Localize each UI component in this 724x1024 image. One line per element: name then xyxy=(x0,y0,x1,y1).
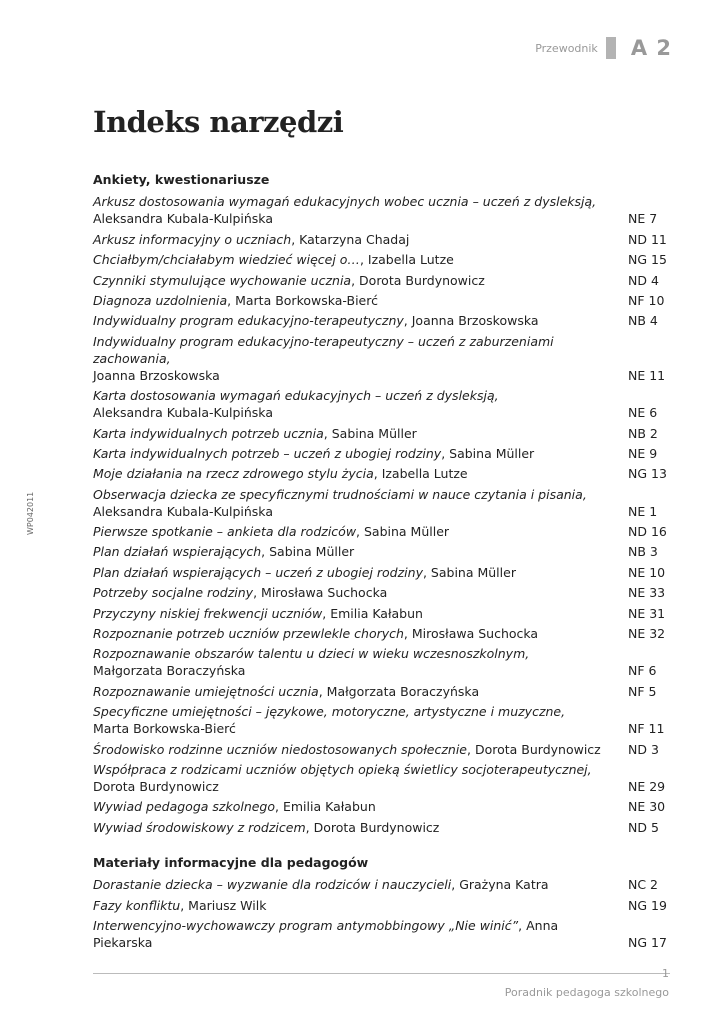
entry-author: Dorota Burdynowicz xyxy=(474,741,601,757)
entry-code: ND 11 xyxy=(628,231,667,247)
entry-code: ND 4 xyxy=(628,272,659,288)
entry-title: Indywidualny program edukacyjno-terapeutyczny xyxy=(93,313,404,329)
entry-code: NF 10 xyxy=(628,292,665,308)
entry-text: Plan działań wspierających, Sabina Müller xyxy=(93,544,355,560)
entry-text xyxy=(93,193,628,227)
index-entry xyxy=(93,897,673,914)
entry-code: NE 29 xyxy=(628,778,666,794)
entry-author: Izabella Lutze xyxy=(367,252,454,268)
entry-title: Przyczyny niskiej frekwencji uczniów xyxy=(93,605,323,621)
section-code: A 2 xyxy=(630,36,672,60)
entry-title: Karta indywidualnych potrzeb ucznia xyxy=(93,425,324,441)
entry-code: NE 10 xyxy=(628,564,666,580)
entry-title: Rozpoznawanie umiejętności ucznia xyxy=(93,683,319,699)
entry-author: Sabina Müller xyxy=(364,524,450,540)
entry-text: Indywidualny program edukacyjno-terapeutyczny, Joanna Brzoskowska xyxy=(93,313,539,329)
entry-author: Małgorzata Boraczyńska xyxy=(93,663,246,679)
entry-code: NC 2 xyxy=(628,877,659,893)
entry-text: Interwencyjno-wychowawczy program antymobbingowy „Nie winić”, Anna Piekarska xyxy=(93,917,559,950)
index-entry xyxy=(93,819,673,836)
index-entry xyxy=(93,917,673,951)
entry-title: Plan działań wspierających xyxy=(93,544,262,560)
entry-author: Marta Borkowska-Bierć xyxy=(235,292,378,308)
entry-author: Izabella Lutze xyxy=(381,466,468,482)
entry-title: Karta dostosowania wymagań edukacyjnych – uczeń z dysleksją, xyxy=(93,388,499,404)
entry-code: NE 6 xyxy=(628,405,658,421)
entry-text: Plan działań wspierających – uczeń z ubogiej rodziny, Sabina Müller xyxy=(93,564,516,580)
entry-title: Moje działania na rzecz zdrowego stylu życia xyxy=(93,466,374,482)
entry-text xyxy=(93,387,628,421)
index-entry xyxy=(93,876,673,893)
entry-text xyxy=(93,761,628,795)
entry-code: NE 7 xyxy=(628,211,658,227)
entry-code: NG 19 xyxy=(628,897,667,913)
entry-title: Indywidualny program edukacyjno-terapeutyczny – uczeń z zaburzeniami zachowania, xyxy=(93,333,554,366)
entry-author: Aleksandra Kubala-Kulpińska xyxy=(93,405,273,421)
page-header xyxy=(535,36,672,60)
entry-text: Fazy konfliktu, Mariusz Wilk xyxy=(93,897,267,913)
entry-author: Emilia Kałabun xyxy=(330,605,423,621)
entry-title: Wywiad pedagoga szkolnego xyxy=(93,799,276,815)
entry-author: Dorota Burdynowicz xyxy=(93,778,219,794)
entry-title: Specyficzne umiejętności – językowe, motoryczne, artystyczne i muzyczne, xyxy=(93,704,566,720)
entry-code: ND 5 xyxy=(628,819,659,835)
index-entry xyxy=(93,523,673,540)
entry-code: NE 9 xyxy=(628,445,658,461)
footer-divider xyxy=(93,973,670,974)
index-entry xyxy=(93,564,673,581)
entry-title: Pierwsze spotkanie – ankieta dla rodziców xyxy=(93,524,357,540)
entry-text: Arkusz informacyjny o uczniach, Katarzyna Chadaj xyxy=(93,231,410,247)
index-entry xyxy=(93,683,673,700)
entry-author: Joanna Brzoskowska xyxy=(411,313,539,329)
entry-text: Chciałbym/chciałabym wiedzieć więcej o…, Izabella Lutze xyxy=(93,252,454,268)
entry-title: Potrzeby socjalne rodziny xyxy=(93,585,254,601)
index-entry xyxy=(93,465,673,482)
entry-title: Fazy konfliktu xyxy=(93,897,181,913)
entry-title: Diagnoza uzdolnienia xyxy=(93,292,228,308)
entry-text: Potrzeby socjalne rodziny, Mirosława Suchocka xyxy=(93,585,388,601)
entry-code: NE 1 xyxy=(628,503,658,519)
entry-title: Interwencyjno-wychowawczy program antymobbingowy „Nie winić” xyxy=(93,917,519,933)
entry-text: Rozpoznanie potrzeb uczniów przewlekle chorych, Mirosława Suchocka xyxy=(93,626,539,642)
entry-author: Mirosława Suchocka xyxy=(411,626,539,642)
index-entry xyxy=(93,605,673,622)
entry-text: Wywiad pedagoga szkolnego, Emilia Kałabun xyxy=(93,799,376,815)
index-entry xyxy=(93,445,673,462)
entry-title: Chciałbym/chciałabym wiedzieć więcej o… xyxy=(93,252,360,268)
entry-author: Sabina Müller xyxy=(430,564,516,580)
entry-author: Marta Borkowska-Bierć xyxy=(93,721,236,737)
entry-text xyxy=(93,703,628,737)
entry-code: NF 6 xyxy=(628,663,657,679)
page-number: 1 xyxy=(662,967,669,980)
entry-code: NG 15 xyxy=(628,252,667,268)
index-entry xyxy=(93,625,673,642)
entry-code: NG 17 xyxy=(628,934,667,950)
index-entry xyxy=(93,798,673,815)
entry-text xyxy=(93,645,628,679)
index-entry xyxy=(93,312,673,329)
entry-author: Aleksandra Kubala-Kulpińska xyxy=(93,211,273,227)
entry-text: Rozpoznawanie umiejętności ucznia, Małgorzata Boraczyńska xyxy=(93,683,480,699)
entry-author: Dorota Burdynowicz xyxy=(313,819,440,835)
entry-author: Emilia Kałabun xyxy=(282,799,376,815)
index-entry xyxy=(93,292,673,309)
index-section xyxy=(93,853,673,951)
entry-text: Przyczyny niskiej frekwencji uczniów, Emilia Kałabun xyxy=(93,605,423,621)
entry-author: Dorota Burdynowicz xyxy=(359,272,485,288)
entry-author: Małgorzata Boraczyńska xyxy=(326,683,480,699)
publication-title: Poradnik pedagoga szkolnego xyxy=(504,986,669,999)
entry-author: Sabina Müller xyxy=(269,544,355,560)
entry-code: NE 11 xyxy=(628,367,666,383)
index-section xyxy=(93,170,673,836)
index-entry xyxy=(93,425,673,442)
entry-author: Joanna Brzoskowska xyxy=(93,367,220,383)
index-entry xyxy=(93,645,673,679)
entry-title: Dorastanie dziecka – wyzwanie dla rodziców i nauczycieli xyxy=(93,877,452,893)
entry-author: Grażyna Katra xyxy=(459,877,549,893)
entry-code: NB 3 xyxy=(628,544,658,560)
entry-text: Wywiad środowiskowy z rodzicem, Dorota Burdynowicz xyxy=(93,819,440,835)
entry-title: Rozpoznawanie obszarów talentu u dzieci w wieku wczesnoszkolnym, xyxy=(93,646,530,662)
index-entry xyxy=(93,333,673,384)
section-name: Przewodnik xyxy=(535,41,598,55)
entry-title: Środowisko rodzinne uczniów niedostosowanych społecznie xyxy=(93,741,467,757)
entry-title: Arkusz informacyjny o uczniach xyxy=(93,231,292,247)
entry-code: NE 31 xyxy=(628,605,666,621)
index-entry xyxy=(93,387,673,421)
index-entry xyxy=(93,251,673,268)
entry-title: Współpraca z rodzicami uczniów objętych opieką świetlicy socjoterapeutycznej, xyxy=(93,761,592,777)
entry-text: Diagnoza uzdolnienia, Marta Borkowska-Bierć xyxy=(93,292,378,308)
page-title: Indeks narzędzi xyxy=(93,105,344,139)
entry-author: Sabina Müller xyxy=(331,425,417,441)
entry-text xyxy=(93,333,628,384)
entry-text xyxy=(93,486,628,520)
entry-code: ND 3 xyxy=(628,741,659,757)
entry-code: NB 2 xyxy=(628,425,658,441)
entry-author: Sabina Müller xyxy=(449,445,535,461)
entry-text: Czynniki stymulujące wychowanie ucznia, Dorota Burdynowicz xyxy=(93,272,485,288)
index-entry xyxy=(93,231,673,248)
index-entry xyxy=(93,761,673,795)
index-entry xyxy=(93,272,673,289)
entry-code: ND 16 xyxy=(628,524,667,540)
entry-code: NF 5 xyxy=(628,683,657,699)
index-entry xyxy=(93,193,673,227)
entry-text: Pierwsze spotkanie – ankieta dla rodziców, Sabina Müller xyxy=(93,524,450,540)
index-content xyxy=(93,170,673,951)
entry-text: Karta indywidualnych potrzeb ucznia, Sabina Müller xyxy=(93,425,417,441)
index-entry xyxy=(93,584,673,601)
entry-text: Karta indywidualnych potrzeb – uczeń z ubogiej rodziny, Sabina Müller xyxy=(93,445,535,461)
index-entry xyxy=(93,486,673,520)
entry-code: NE 30 xyxy=(628,799,666,815)
entry-code: NF 11 xyxy=(628,721,665,737)
entry-text: Środowisko rodzinne uczniów niedostosowanych społecznie, Dorota Burdynowicz xyxy=(93,741,601,757)
entry-code: NG 13 xyxy=(628,466,667,482)
section-heading: Ankiety, kwestionariusze xyxy=(93,172,270,187)
entry-title: Obserwacja dziecka ze specyficznymi trudnościami w nauce czytania i pisania, xyxy=(93,486,587,502)
entry-title: Czynniki stymulujące wychowanie ucznia xyxy=(93,272,352,288)
entry-text: Moje działania na rzecz zdrowego stylu życia, Izabella Lutze xyxy=(93,466,468,482)
entry-code: NE 33 xyxy=(628,585,666,601)
side-code: WP042011 xyxy=(26,491,35,535)
entry-author: Anna Piekarska xyxy=(93,917,559,950)
entry-title: Wywiad środowiskowy z rodzicem xyxy=(93,819,306,835)
header-bar xyxy=(606,37,616,59)
entry-author: Mirosława Suchocka xyxy=(261,585,388,601)
index-entry xyxy=(93,703,673,737)
entry-code: NB 4 xyxy=(628,313,658,329)
index-entry xyxy=(93,543,673,560)
entry-author: Aleksandra Kubala-Kulpińska xyxy=(93,503,273,519)
entry-title: Plan działań wspierających – uczeń z ubogiej rodziny xyxy=(93,564,423,580)
entry-title: Arkusz dostosowania wymagań edukacyjnych wobec ucznia – uczeń z dysleksją, xyxy=(93,194,597,210)
entry-author: Katarzyna Chadaj xyxy=(299,231,410,247)
entry-title: Karta indywidualnych potrzeb – uczeń z ubogiej rodziny xyxy=(93,445,442,461)
entry-text: Dorastanie dziecka – wyzwanie dla rodziców i nauczycieli, Grażyna Katra xyxy=(93,877,549,893)
entry-code: NE 32 xyxy=(628,626,666,642)
index-entry xyxy=(93,741,673,758)
entry-author: Mariusz Wilk xyxy=(188,897,267,913)
entry-title: Rozpoznanie potrzeb uczniów przewlekle chorych xyxy=(93,626,404,642)
section-heading: Materiały informacyjne dla pedagogów xyxy=(93,854,369,870)
